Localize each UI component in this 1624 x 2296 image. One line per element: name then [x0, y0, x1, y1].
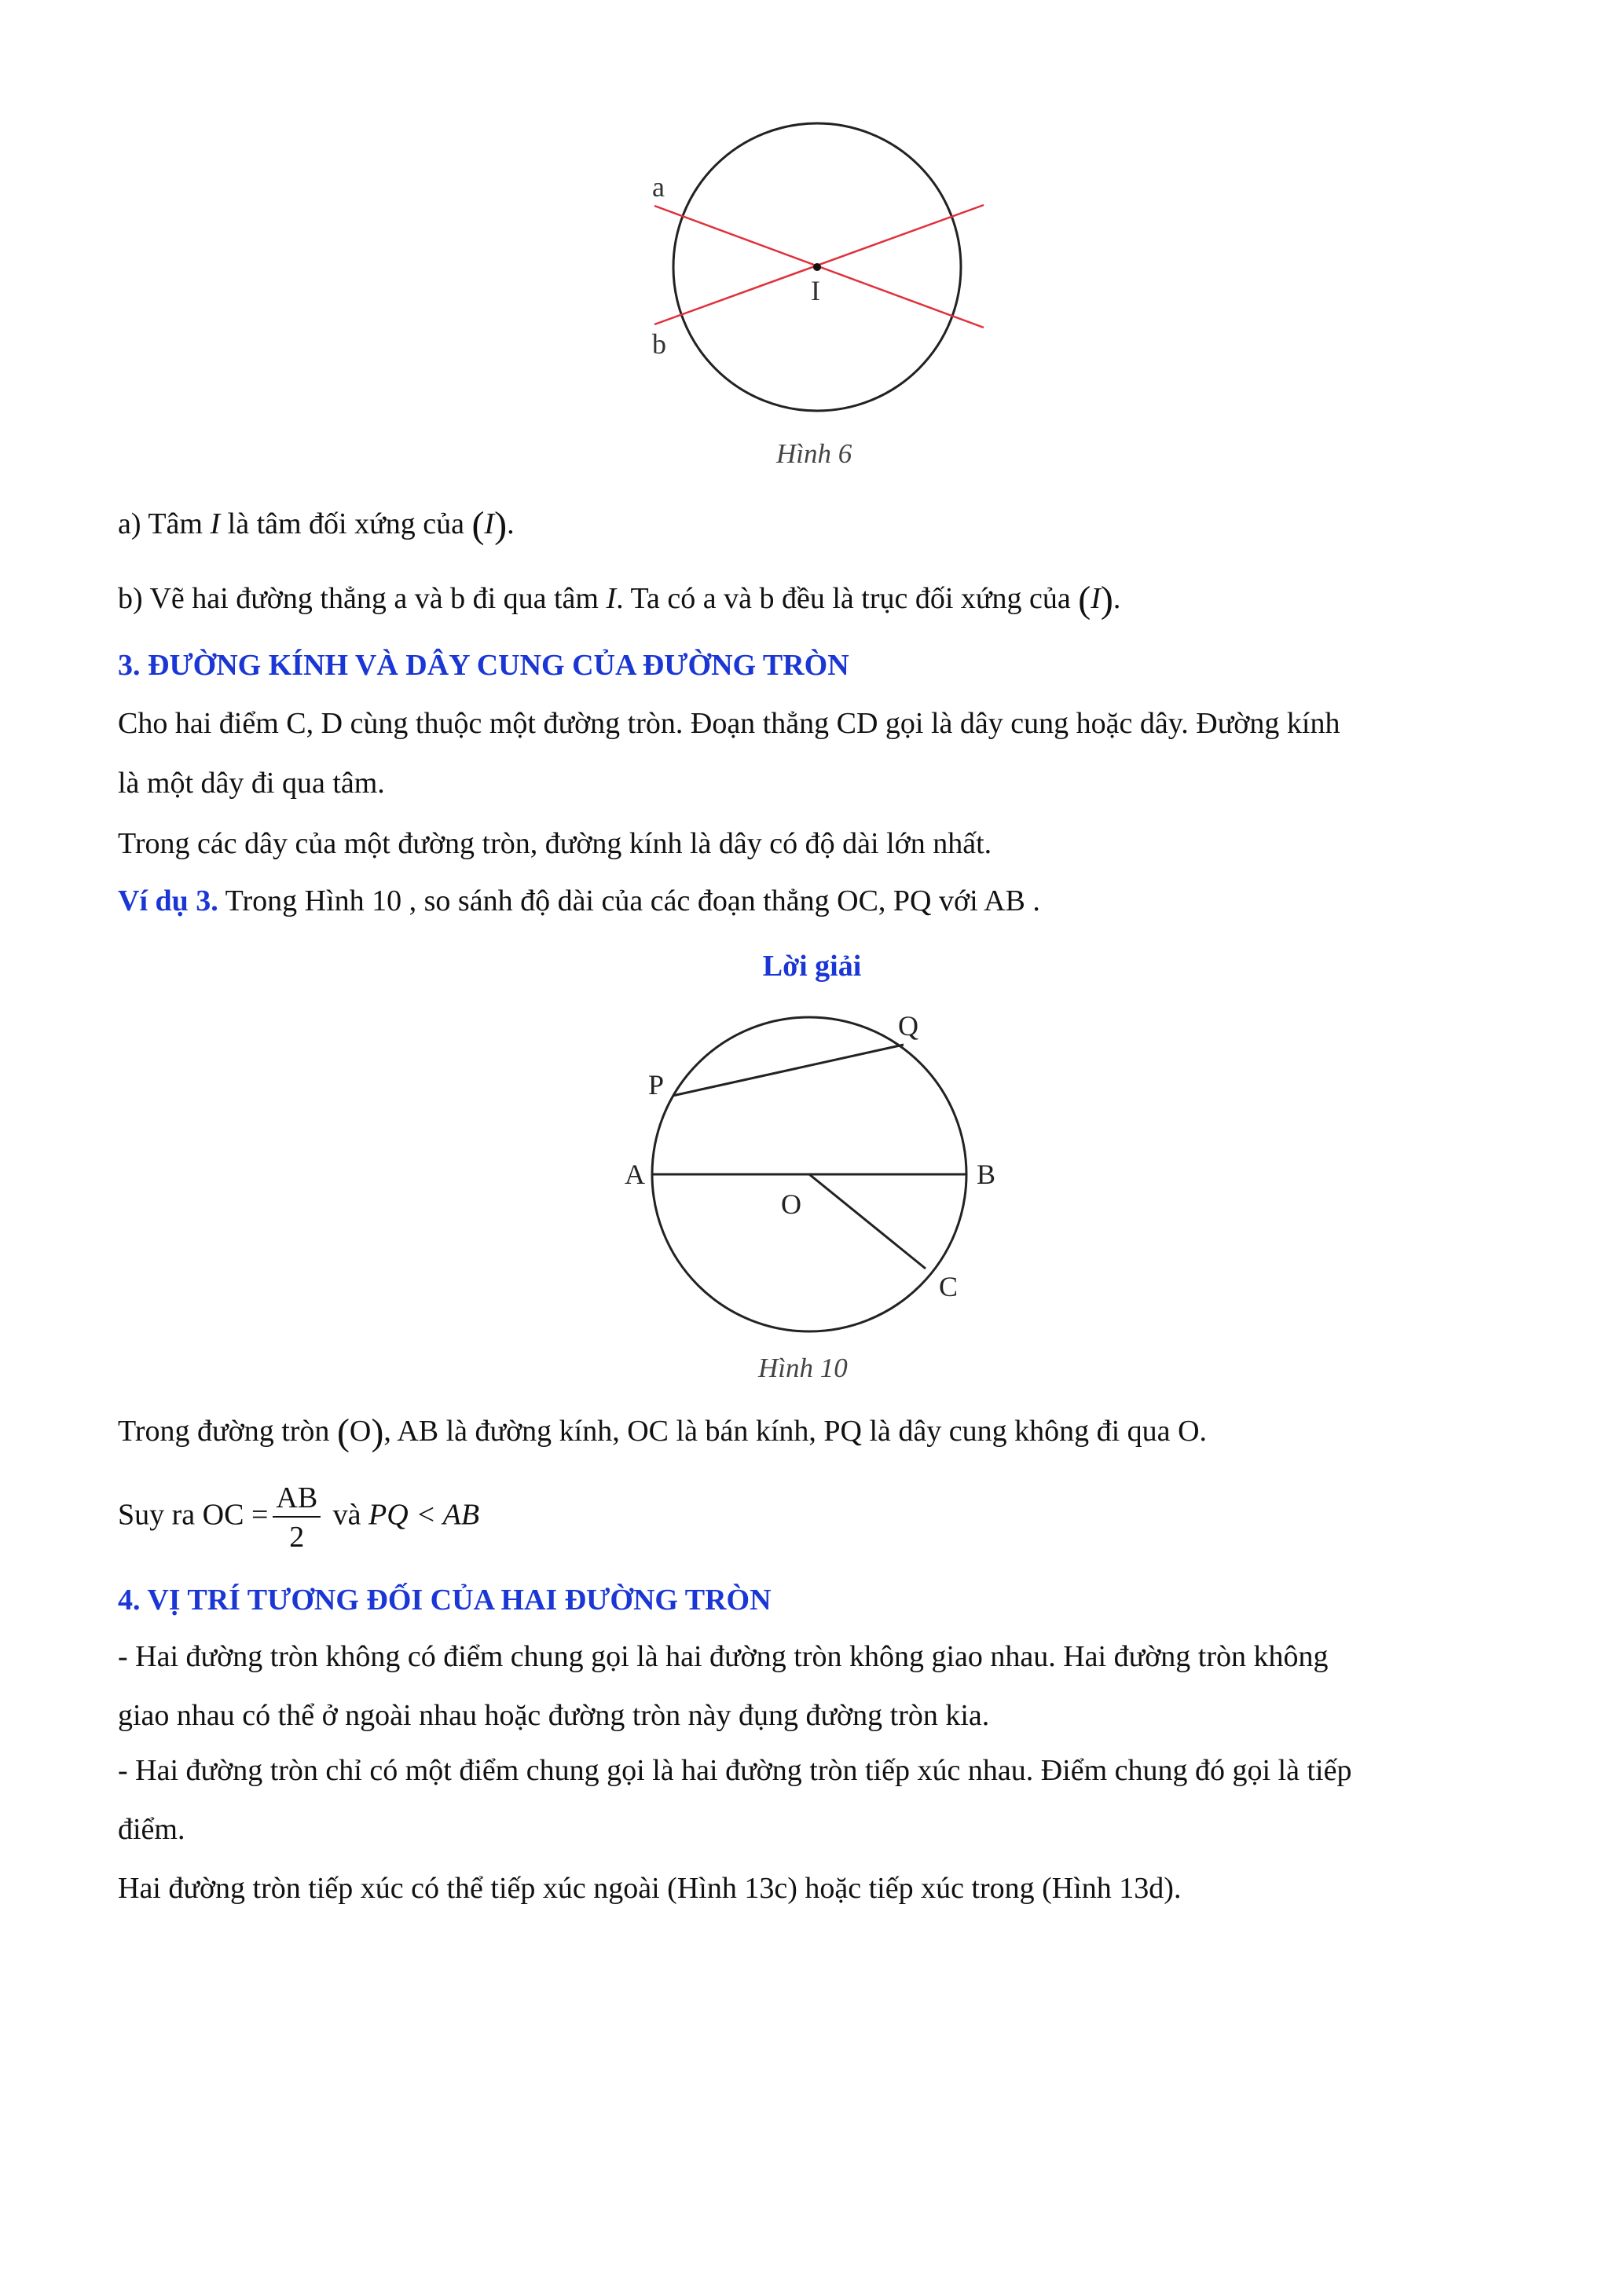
label-a: A [625, 1159, 645, 1190]
figure-6 [629, 118, 1006, 432]
solution-title: Lời giải [762, 950, 862, 983]
label-q: Q [898, 1010, 918, 1042]
label-b: b [652, 328, 666, 360]
section-4-bullet-2-line-2: điểm. [118, 1813, 185, 1846]
section-4-paragraph-3: Hai đường tròn tiếp xúc có thể tiếp xúc ngoài (Hình 13c) hoặc tiếp xúc trong (Hình 13d). [118, 1872, 1182, 1905]
center-point-i [813, 263, 821, 271]
section-3-paragraph-1-line-1: Cho hai điểm C, D cùng thuộc một đường tròn. Đoạn thẳng CD gọi là dây cung hoặc dây. Đường kính [118, 707, 1340, 740]
radius-oc [809, 1174, 926, 1269]
section-3-heading: 3. ĐƯỜNG KÍNH VÀ DÂY CUNG CỦA ĐƯỜNG TRÒN [118, 649, 849, 682]
section-4-bullet-1-line-2: giao nhau có thể ở ngoài nhau hoặc đường tròn này đụng đường tròn kia. [118, 1699, 990, 1732]
label-p: P [648, 1069, 665, 1100]
figure-6-caption: Hình 6 [776, 438, 852, 469]
label-o: O [781, 1188, 801, 1220]
label-a: a [652, 171, 665, 203]
solution-line-2: Suy ra OC = $\frac{AB}{2}$ và PQ < AB [118, 1481, 480, 1554]
statement-b: b) Vẽ hai đường thẳng a và b đi qua tâm I. Ta có a và b đều là trục đối xứng của (I). [118, 579, 1121, 621]
example-3-label: Ví dụ 3. [118, 884, 218, 917]
section-4-heading: 4. VỊ TRÍ TƯƠNG ĐỐI CỦA HAI ĐƯỜNG TRÒN [118, 1584, 772, 1617]
section-4-bullet-1-line-1: - Hai đường tròn không có điểm chung gọi là hai đường tròn không giao nhau. Hai đường tròn không [118, 1640, 1329, 1673]
label-i: I [811, 275, 820, 306]
figure-10-caption: Hình 10 [758, 1353, 848, 1383]
figure-6-drawing [629, 118, 1006, 432]
statement-a: a) Tâm I là tâm đối xứng của (I). [118, 504, 515, 546]
example-3: Ví dụ 3. Trong Hình 10 , so sánh độ dài của các đoạn thẳng OC, PQ với AB . [118, 884, 1040, 917]
figure-10-drawing [613, 998, 1006, 1351]
section-3-paragraph-1-line-2: là một dây đi qua tâm. [118, 767, 385, 800]
solution-line-1: Trong đường tròn (O), AB là đường kính, OC là bán kính, PQ là dây cung không đi qua O. [118, 1412, 1208, 1453]
section-3-paragraph-2: Trong các dây của một đường tròn, đường kính là dây có độ dài lớn nhất. [118, 827, 992, 860]
fraction-ab-over-2: $\frac{AB}{2}$ [273, 1483, 321, 1552]
label-b: B [977, 1159, 996, 1190]
figure-10 [613, 998, 1006, 1351]
label-c: C [939, 1271, 959, 1302]
chord-pq [673, 1045, 904, 1096]
section-4-bullet-2-line-1: - Hai đường tròn chỉ có một điểm chung gọi là hai đường tròn tiếp xúc nhau. Điểm chung đó gọi là tiếp [118, 1754, 1352, 1787]
